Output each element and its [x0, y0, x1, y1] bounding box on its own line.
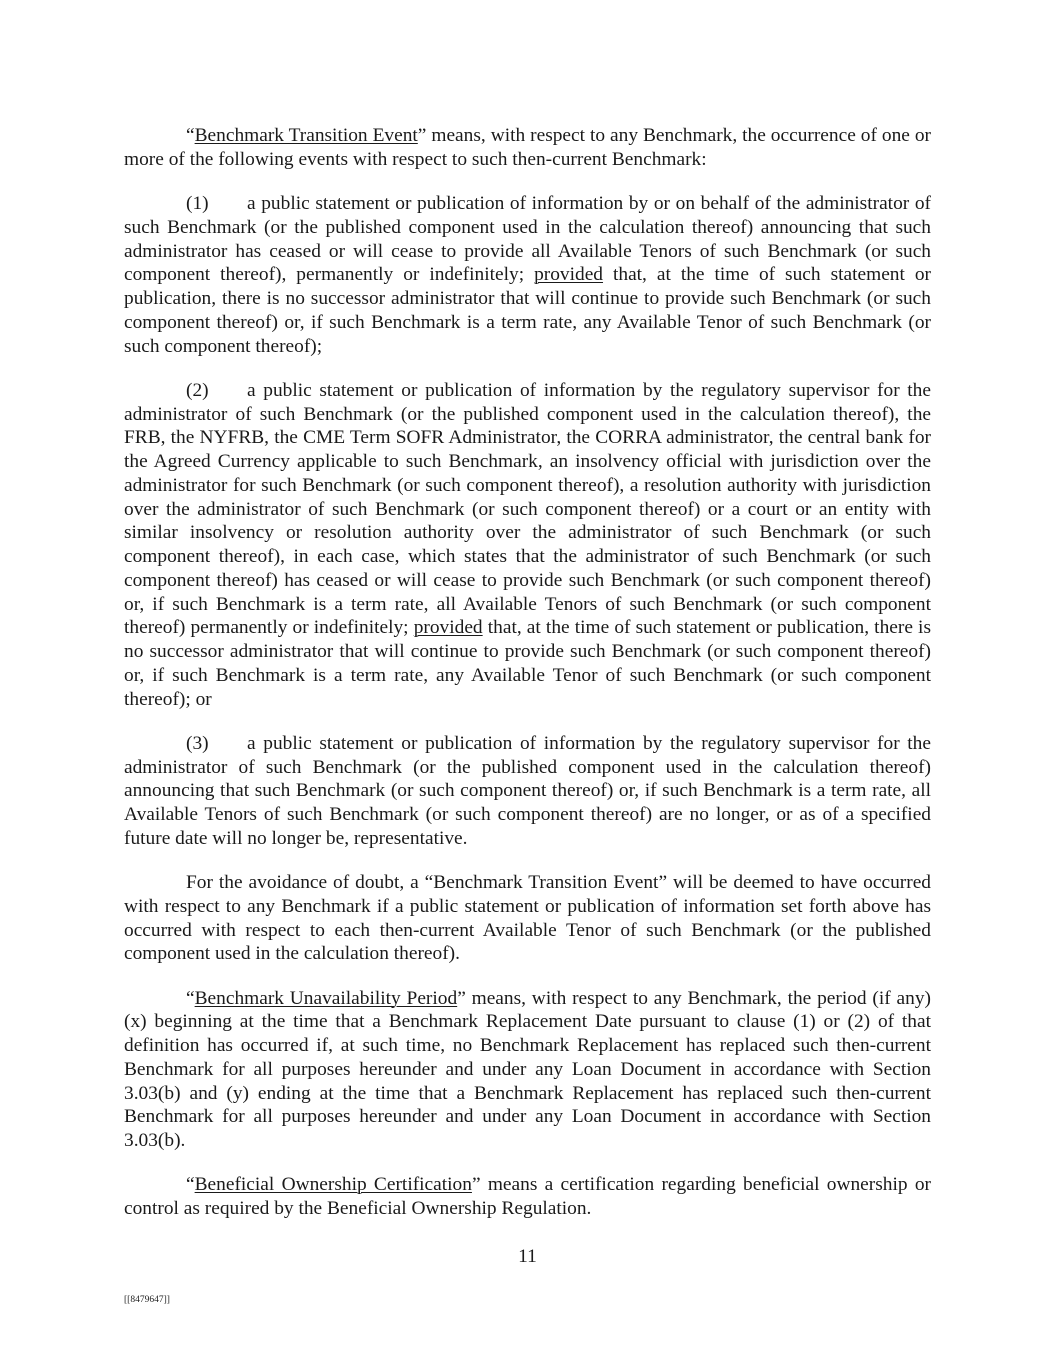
open-quote: “ [186, 987, 195, 1009]
clause-number: (2) [186, 379, 209, 401]
definition-text: means, with respect to any Benchmark, the period (if any) (x) beginning at the time that a Benchmark Replacement Date pursuant to clause (1) or (2) of that definition has occurred if, at such time, no Benchmark Replacement has replaced such then-current Benchmark for all purposes hereunder and under any Loan Document in accordance with Section 3.03(b) and (y) ending at the time that a Benchmark Replacement has replaced such then-current Benchmark for all purposes hereunder and under any Loan Document in accordance with Section 3.03(b). [124, 987, 931, 1151]
close-quote: ” [457, 987, 466, 1009]
defined-term: Benchmark Transition Event [194, 125, 418, 146]
definition-benchmark-unavailability-period [124, 987, 931, 1153]
clause-text-continued: that, at the time of such statement or publication, there is no successor administrator that will continue to provide such Benchmark (or such component thereof) or, if such Benchmark is a term rate, any Available Tenor of such Benchmark (or such component thereof); or [124, 617, 931, 710]
close-quote: ” [471, 1174, 481, 1196]
defined-term: Beneficial Ownership Certification [194, 1174, 472, 1196]
clause-text: a public statement or publication of information by the regulatory supervisor for the administrator of such Benchmark (or the published component used in the calculation thereof), the FRB, the NYFRB, the CME Term SOFR Administrator, the CORRA administrator, the central bank for the Agreed Currency applicable to such Benchmark, an insolvency official with jurisdiction over the administrator for such Benchmark (or such component thereof), a resolution authority with jurisdiction over the administrator of such Benchmark (or such component thereof) or a court or an entity with similar insolvency or resolution authority over the administrator of such Benchmark (or such component thereof), in each case, which states that the administrator of such Benchmark (or such component thereof) has ceased or will cease to provide such Benchmark (or such component thereof) or, if such Benchmark is a term rate, all Available Tenors of such Benchmark (or such component thereof) permanently or indefinitely; [124, 379, 931, 639]
definition-benchmark-transition-event [124, 124, 931, 172]
clause-text-continued: that, at the time of such statement or publication, there is no successor administrator that will continue to provide such Benchmark (or such component thereof) or, if such Benchmark is a term rate, any Available Tenor of such Benchmark (or such component thereof); [124, 264, 932, 357]
document-page-body [124, 124, 931, 1221]
definition-beneficial-ownership-certification [124, 1173, 931, 1221]
clause-1 [124, 192, 931, 358]
page-number: 11 [518, 1246, 537, 1267]
clause-number: (1) [186, 193, 209, 214]
document-id-footer: [[8479647]] [124, 1295, 170, 1305]
open-quote: “ [186, 125, 195, 146]
clause-text: a public statement or publication of information by or on behalf of the administrator of such Benchmark (or the published component used in the calculation thereof) announcing that such administrator has ceased or will cease to provide all Available Tenors of such Benchmark (or such component thereof), permanently or indefinitely; [124, 193, 931, 286]
avoidance-of-doubt-paragraph: For the avoidance of doubt, a “Benchmark Transition Event” will be deemed to have occurred with respect to any Benchmark if a public statement or publication of information set forth above has occurred with respect to each then-current Available Tenor of such Benchmark (or the published component used in the calculation thereof). [124, 872, 931, 965]
definition-text: means a certification regarding beneficial ownership or control as required by the Beneficial Ownership Regulation. [124, 1174, 931, 1219]
clause-2 [124, 379, 931, 712]
clause-number: (3) [186, 732, 209, 754]
close-quote: ” [417, 125, 427, 146]
proviso-term: provided [534, 264, 604, 286]
clause-3 [124, 732, 931, 851]
clause-text: a public statement or publication of information by the regulatory supervisor for the administrator of such Benchmark (or the published component used in the calculation thereof) announcing that such Benchmark (or such component thereof) or, if such Benchmark is a term rate, all Available Tenors of such Benchmark (or such component thereof) are no longer, or as of a specified future date will no longer be, representative. [124, 732, 931, 849]
open-quote: “ [186, 1174, 195, 1196]
proviso-term: provided [413, 617, 483, 639]
defined-term: Benchmark Unavailability Period [194, 987, 458, 1009]
definition-text: means, with respect to any Benchmark, the occurrence of one or more of the following events with respect to such then-current Benchmark: [124, 125, 931, 170]
